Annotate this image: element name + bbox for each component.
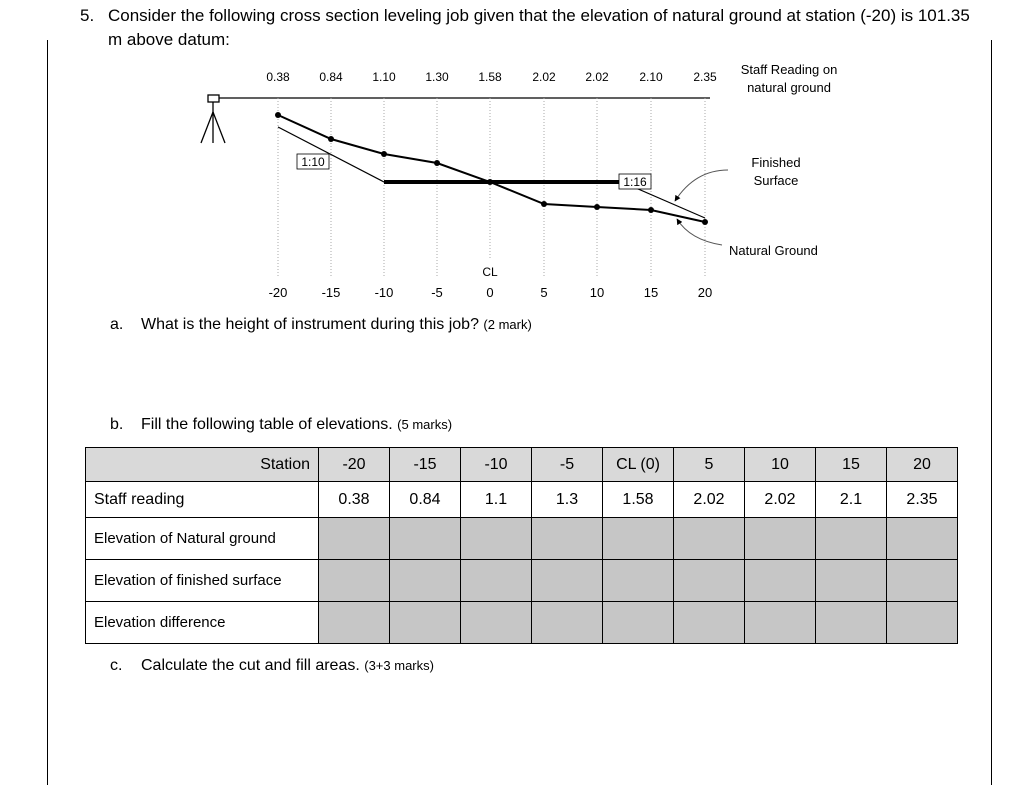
part-b-question	[141, 416, 452, 434]
staff-reading-label: 0.38	[266, 70, 290, 84]
part-c-marks: (3+3 marks)	[364, 658, 434, 673]
part-a-question	[141, 316, 532, 334]
answer-cell[interactable]	[532, 560, 603, 602]
natural-ground-row	[86, 518, 958, 560]
part-b-text: Fill the following table of elevations.	[141, 416, 393, 433]
station-label: 5	[540, 285, 548, 300]
station-label: 10	[589, 285, 605, 300]
staff-reading-cell: 2.1	[816, 482, 887, 518]
station-label: -10	[374, 285, 394, 300]
station-header-cell: 20	[887, 448, 958, 482]
answer-cell[interactable]	[603, 560, 674, 602]
part-c-text: Calculate the cut and fill areas.	[141, 657, 360, 674]
part-c-label: c.	[110, 657, 123, 674]
station-header-cell: 5	[674, 448, 745, 482]
station-header-cell: -20	[319, 448, 390, 482]
answer-cell[interactable]	[461, 560, 532, 602]
centerline-label: CL	[482, 265, 498, 279]
finished-surface-caption: Finished	[751, 155, 801, 170]
answer-cell[interactable]	[745, 602, 816, 644]
slope-label-left: 1:10	[301, 155, 325, 169]
staff-reading-label: 1.58	[478, 70, 502, 84]
staff-reading-caption: Staff Reading on	[740, 62, 838, 77]
answer-cell[interactable]	[390, 518, 461, 560]
part-b-label: b.	[110, 416, 124, 433]
answer-cell[interactable]	[461, 518, 532, 560]
answer-cell[interactable]	[674, 602, 745, 644]
finished-surface-caption: Surface	[753, 173, 799, 188]
station-header-cell: -10	[461, 448, 532, 482]
staff-reading-label: 2.35	[693, 70, 717, 84]
part-a-marks: (2 mark)	[483, 317, 532, 332]
answer-cell[interactable]	[745, 518, 816, 560]
elevation-table	[85, 447, 958, 644]
elevation-difference-row-label: Elevation difference	[86, 602, 319, 644]
staff-reading-label: 1.30	[425, 70, 449, 84]
part-a-text: What is the height of instrument during this job?	[141, 316, 479, 333]
answer-cell[interactable]	[816, 560, 887, 602]
answer-cell[interactable]	[887, 560, 958, 602]
staff-reading-label: 0.84	[319, 70, 343, 84]
answer-cell[interactable]	[674, 518, 745, 560]
station-label: 15	[643, 285, 659, 300]
question-text: Consider the following cross section leveling job given that the elevation of natural ground at station (-20) is 101.35 m above datum:	[108, 6, 970, 49]
natural-ground-points	[275, 112, 708, 225]
station-header-label: Station	[86, 448, 319, 482]
finished-surface-row	[86, 560, 958, 602]
answer-cell[interactable]	[816, 518, 887, 560]
part-b-marks: (5 marks)	[397, 417, 453, 432]
staff-reading-row-label: Staff reading	[86, 482, 319, 518]
finished-surface-arrow	[675, 170, 728, 201]
station-label: 0	[486, 285, 494, 300]
staff-reading-label: 2.02	[585, 70, 609, 84]
natural-ground-line	[278, 115, 705, 222]
staff-reading-cell: 1.3	[532, 482, 603, 518]
answer-cell[interactable]	[319, 518, 390, 560]
staff-reading-caption: natural ground	[747, 80, 831, 95]
staff-reading-cell: 2.02	[745, 482, 816, 518]
staff-reading-label: 2.10	[639, 70, 663, 84]
answer-cell[interactable]	[532, 602, 603, 644]
staff-reading-row	[86, 482, 958, 518]
staff-reading-cell: 2.02	[674, 482, 745, 518]
answer-cell[interactable]	[390, 602, 461, 644]
natural-ground-arrow	[677, 219, 722, 245]
level-instrument-icon	[201, 95, 225, 143]
cross-section-diagram	[0, 0, 1024, 320]
station-label: -5	[431, 285, 443, 300]
staff-reading-cell: 1.1	[461, 482, 532, 518]
station-header-row	[86, 448, 958, 482]
staff-reading-cell: 2.35	[887, 482, 958, 518]
station-label: -15	[321, 285, 341, 300]
answer-cell[interactable]	[816, 602, 887, 644]
answer-cell[interactable]	[532, 518, 603, 560]
finished-surface-row-label: Elevation of finished surface	[86, 560, 319, 602]
answer-cell[interactable]	[461, 602, 532, 644]
staff-reading-cell: 0.84	[390, 482, 461, 518]
answer-cell[interactable]	[603, 602, 674, 644]
station-header-cell: 10	[745, 448, 816, 482]
staff-reading-cell: 0.38	[319, 482, 390, 518]
part-a-label: a.	[110, 316, 124, 333]
station-header-cell: CL (0)	[603, 448, 674, 482]
natural-ground-row-label: Elevation of Natural ground	[86, 518, 319, 560]
station-header-cell: -15	[390, 448, 461, 482]
station-label: 20	[697, 285, 713, 300]
answer-cell[interactable]	[319, 560, 390, 602]
answer-cell[interactable]	[603, 518, 674, 560]
station-header-cell: 15	[816, 448, 887, 482]
answer-cell[interactable]	[887, 602, 958, 644]
answer-cell[interactable]	[887, 518, 958, 560]
staff-reading-label: 1.10	[372, 70, 396, 84]
answer-cell[interactable]	[745, 560, 816, 602]
question-number: 5.	[80, 6, 95, 25]
natural-ground-caption: Natural Ground	[729, 243, 818, 258]
staff-reading-cell: 1.58	[603, 482, 674, 518]
elevation-difference-row	[86, 602, 958, 644]
staff-reading-label: 2.02	[532, 70, 556, 84]
station-header-cell: -5	[532, 448, 603, 482]
station-label: -20	[268, 285, 288, 300]
answer-cell[interactable]	[319, 602, 390, 644]
slope-label-right: 1:16	[623, 175, 647, 189]
part-c-question	[141, 657, 434, 675]
answer-cell[interactable]	[674, 560, 745, 602]
answer-cell[interactable]	[390, 560, 461, 602]
